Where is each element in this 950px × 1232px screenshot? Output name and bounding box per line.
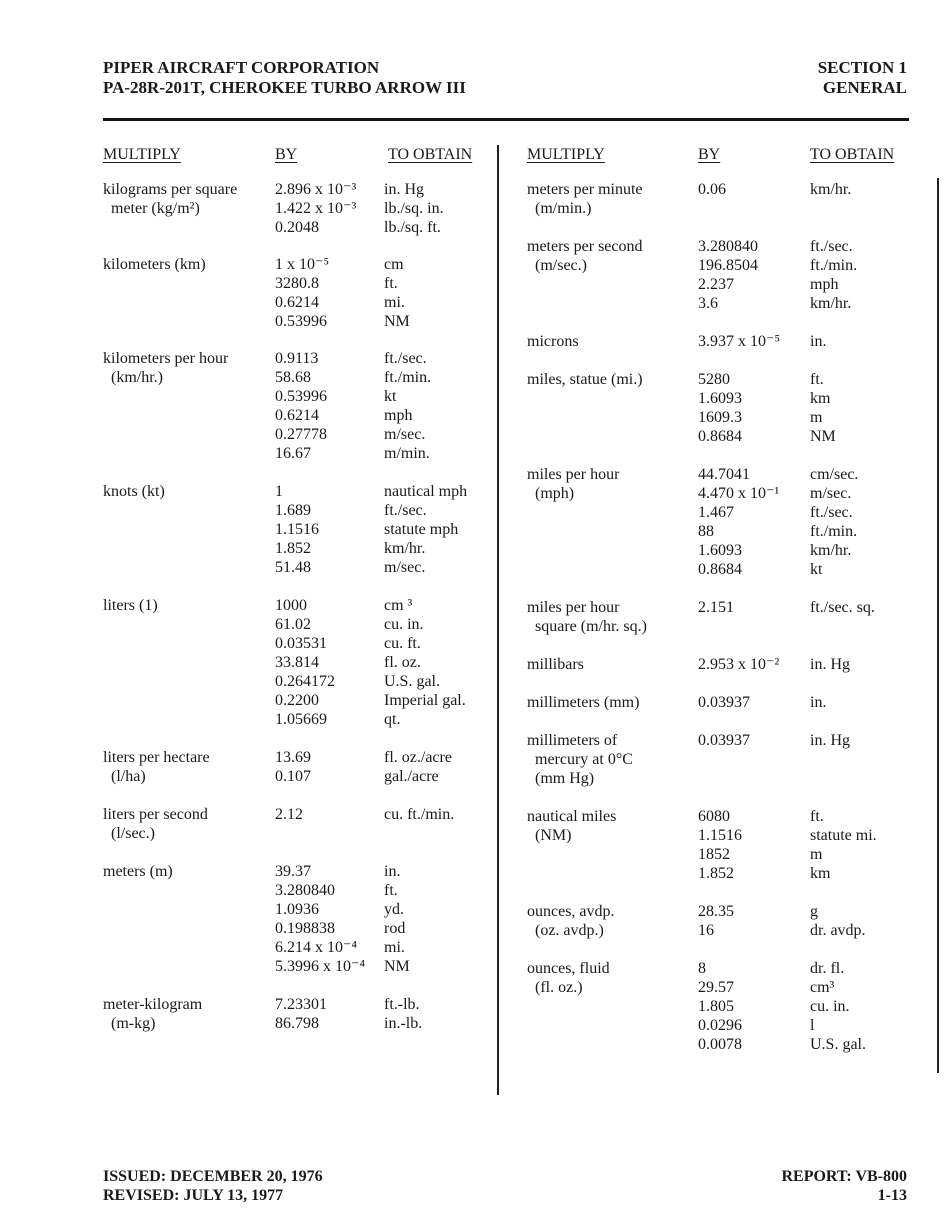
report-number: REPORT: VB-800 [781, 1168, 907, 1185]
conversion-entry [527, 237, 917, 313]
conversion-factor: 8 [698, 960, 706, 977]
result-unit: NM [810, 428, 836, 445]
unit-name: microns [527, 333, 579, 350]
result-unit: m/sec. [384, 559, 426, 576]
conversion-factor: 0.6214 [275, 294, 319, 311]
conversion-entry [527, 332, 917, 351]
result-unit: qt. [384, 711, 401, 728]
conversion-factor: 1 [275, 483, 283, 500]
conversion-factor: 0.53996 [275, 313, 327, 330]
conversion-factor: 6080 [698, 808, 730, 825]
conversion-factor-cell [698, 655, 779, 674]
revised-date: REVISED: JULY 13, 1977 [103, 1187, 284, 1204]
unit-name: (km/hr.) [103, 369, 163, 386]
result-unit-cell [384, 805, 454, 824]
result-unit-cell [810, 180, 851, 199]
result-unit: rod [384, 920, 406, 937]
result-unit-cell [810, 332, 826, 351]
result-unit: ft. [810, 371, 824, 388]
result-unit: U.S. gal. [810, 1036, 866, 1053]
result-unit: g [810, 903, 818, 920]
unit-name-cell [527, 693, 639, 712]
conversion-factor-cell [275, 349, 327, 463]
unit-name-cell [527, 598, 647, 636]
conversion-factor: 0.2048 [275, 219, 319, 236]
result-unit: m/min. [384, 445, 430, 462]
report-info [781, 1167, 907, 1205]
conversion-factor: 39.37 [275, 863, 311, 880]
conversion-factor-cell [698, 807, 742, 883]
unit-name: meters (m) [103, 863, 173, 880]
result-unit: ft./min. [810, 257, 858, 274]
result-unit: in. Hg [810, 732, 850, 749]
unit-name: (fl. oz.) [527, 979, 583, 996]
result-unit: cu. in. [384, 616, 424, 633]
conversion-factor: 0.2200 [275, 692, 319, 709]
result-unit: in. [384, 863, 401, 880]
conversion-table-right [527, 146, 917, 1054]
result-unit: km [810, 865, 831, 882]
conversion-factor-cell [698, 465, 779, 579]
unit-name: knots (kt) [103, 483, 165, 500]
header-to-obtain: TO OBTAIN [388, 146, 473, 163]
conversion-entry [103, 349, 493, 463]
conversion-entry [103, 596, 493, 729]
unit-name: kilograms per square [103, 181, 238, 198]
unit-name-cell [527, 237, 643, 275]
unit-name: miles, statue (mi.) [527, 371, 643, 388]
result-unit: nautical mph [384, 483, 468, 500]
conversion-entry [527, 180, 917, 218]
result-unit-cell [810, 237, 857, 313]
result-unit: dr. fl. [810, 960, 845, 977]
header-multiply: MULTIPLY [527, 146, 605, 163]
company-name: PIPER AIRCRAFT CORPORATION [103, 58, 380, 77]
result-unit: fl. oz. [384, 654, 421, 671]
result-unit: ft. [384, 275, 398, 292]
result-unit: lb./sq. in. [384, 200, 444, 217]
result-unit: m [810, 846, 823, 863]
result-unit: ft. [810, 808, 824, 825]
unit-name-cell [103, 482, 165, 501]
conversion-factor: 4.470 x 10⁻¹ [698, 485, 780, 502]
result-unit: in. Hg [384, 181, 424, 198]
conversion-entry [527, 465, 917, 579]
unit-name: (m/sec.) [527, 257, 587, 274]
conversion-factor: 1 x 10⁻⁵ [275, 256, 330, 273]
unit-name-cell [527, 807, 616, 845]
result-unit: km/hr. [810, 542, 852, 559]
conversion-factor: 0.06 [698, 181, 726, 198]
conversion-factor: 13.69 [275, 749, 311, 766]
result-unit-cell [810, 655, 850, 674]
unit-name-cell [103, 995, 202, 1033]
conversion-factor: 196.8504 [698, 257, 758, 274]
conversion-factor: 2.896 x 10⁻³ [275, 181, 357, 198]
conversion-factor: 0.03531 [275, 635, 327, 652]
conversion-factor: 3280.8 [275, 275, 319, 292]
conversion-factor-cell [275, 862, 365, 976]
conversion-entry [103, 180, 493, 237]
conversion-factor: 1.1516 [698, 827, 742, 844]
result-unit: cu. ft. [384, 635, 421, 652]
aircraft-model: PA-28R-201T, CHEROKEE TURBO ARROW III [103, 78, 466, 97]
unit-name-cell [103, 180, 237, 218]
conversion-factor: 7.23301 [275, 996, 327, 1013]
header-by: BY [698, 146, 721, 163]
unit-name: kilometers (km) [103, 256, 206, 273]
result-unit: mi. [384, 294, 405, 311]
conversion-factor-cell [275, 805, 303, 824]
conversion-factor: 0.107 [275, 768, 311, 785]
result-unit: m/sec. [384, 426, 426, 443]
result-unit-cell [810, 959, 866, 1054]
page-edge-rule [937, 178, 939, 1073]
conversion-factor: 5280 [698, 371, 730, 388]
conversion-factor: 5.3996 x 10⁻⁴ [275, 958, 366, 975]
document-header-right [818, 58, 907, 98]
header-divider [103, 118, 909, 121]
unit-name: square (m/hr. sq.) [527, 618, 647, 635]
result-unit: km/hr. [384, 540, 426, 557]
unit-name: nautical miles [527, 808, 617, 825]
result-unit: m [810, 409, 823, 426]
column-headers-left [103, 146, 493, 180]
conversion-entry [103, 805, 493, 843]
result-unit: ft./sec. sq. [810, 599, 875, 616]
conversion-factor-cell [698, 902, 734, 940]
conversion-entry [527, 598, 917, 636]
column-headers-right [527, 146, 917, 180]
conversion-factor-cell [698, 370, 742, 446]
result-unit: ft./min. [810, 523, 858, 540]
conversion-factor: 16 [698, 922, 714, 939]
result-unit: Imperial gal. [384, 692, 466, 709]
result-unit: cu. in. [810, 998, 850, 1015]
conversion-factor-cell [275, 995, 327, 1033]
result-unit: U.S. gal. [384, 673, 440, 690]
conversion-entry [103, 482, 493, 577]
unit-name: millimeters of [527, 732, 618, 749]
unit-name: (NM) [527, 827, 572, 844]
result-unit: in.-lb. [384, 1015, 423, 1032]
conversion-factor: 1.689 [275, 502, 311, 519]
unit-name-cell [527, 902, 615, 940]
conversion-factor-cell [275, 180, 356, 237]
conversion-factor: 33.814 [275, 654, 319, 671]
conversion-factor: 0.198838 [275, 920, 335, 937]
conversion-factor: 0.9113 [275, 350, 319, 367]
result-unit: gal./acre [384, 768, 439, 785]
conversion-entry [527, 959, 917, 1054]
conversion-factor-cell [698, 237, 758, 313]
conversion-factor: 0.0078 [698, 1036, 742, 1053]
result-unit: cm/sec. [810, 466, 859, 483]
conversion-factor: 1.422 x 10⁻³ [275, 200, 357, 217]
conversion-factor: 3.937 x 10⁻⁵ [698, 333, 781, 350]
result-unit-cell [810, 902, 866, 940]
conversion-factor-cell [275, 482, 319, 577]
conversion-entry [103, 862, 493, 976]
header-multiply: MULTIPLY [103, 146, 181, 163]
result-unit: ft./sec. [810, 238, 853, 255]
result-unit: lb./sq. ft. [384, 219, 441, 236]
unit-name-cell [103, 805, 208, 843]
conversion-factor: 2.237 [698, 276, 734, 293]
conversion-factor: 88 [698, 523, 714, 540]
unit-name: meters per minute [527, 181, 643, 198]
column-divider [497, 145, 499, 1095]
conversion-factor: 0.6214 [275, 407, 319, 424]
conversion-entry [527, 693, 917, 712]
conversion-factor: 2.953 x 10⁻² [698, 656, 780, 673]
unit-name-cell [103, 255, 206, 274]
result-unit-cell [384, 180, 444, 237]
unit-name: meter (kg/m²) [103, 200, 200, 217]
conversion-factor: 1.05669 [275, 711, 327, 728]
result-unit-cell [810, 807, 877, 883]
section-number: SECTION 1 [817, 58, 907, 77]
unit-name: ounces, avdp. [527, 903, 615, 920]
result-unit: mph [810, 276, 839, 293]
result-unit: fl. oz./acre [384, 749, 452, 766]
unit-name-cell [527, 180, 643, 218]
conversion-factor-cell [698, 598, 734, 617]
conversion-factor: 1.6093 [698, 542, 742, 559]
result-unit: km/hr. [810, 295, 852, 312]
result-unit-cell [384, 748, 452, 786]
conversion-factor: 0.8684 [698, 561, 742, 578]
result-unit: cm ³ [384, 597, 413, 614]
header-by: BY [275, 146, 298, 163]
unit-name-cell [527, 332, 579, 351]
conversion-factor-cell [698, 332, 780, 351]
conversion-factor: 0.0296 [698, 1017, 742, 1034]
result-unit: in. Hg [810, 656, 850, 673]
conversion-factor: 1.1516 [275, 521, 319, 538]
unit-name-cell [527, 655, 584, 674]
result-unit-cell [810, 370, 836, 446]
unit-name: (mm Hg) [527, 770, 595, 787]
unit-name: meter-kilogram [103, 996, 203, 1013]
conversion-factor: 29.57 [698, 979, 734, 996]
conversion-factor: 1.6093 [698, 390, 742, 407]
conversion-factor: 0.03937 [698, 732, 750, 749]
unit-name-cell [527, 959, 610, 997]
unit-name: (mph) [527, 485, 575, 502]
conversion-factor-cell [275, 748, 311, 786]
result-unit: km [810, 390, 831, 407]
unit-name: millibars [527, 656, 584, 673]
result-unit: yd. [384, 901, 404, 918]
conversion-factor: 51.48 [275, 559, 311, 576]
issue-info [103, 1167, 323, 1205]
result-unit-cell [810, 731, 850, 750]
result-unit: mph [384, 407, 413, 424]
conversion-factor: 2.151 [698, 599, 734, 616]
conversion-factor: 6.214 x 10⁻⁴ [275, 939, 358, 956]
conversion-factor: 0.27778 [275, 426, 327, 443]
conversion-factor-cell [698, 180, 726, 199]
conversion-factor-cell [698, 693, 750, 712]
conversion-factor: 0.03937 [698, 694, 750, 711]
unit-name-cell [103, 748, 210, 786]
unit-name-cell [527, 370, 643, 389]
result-unit: ft./min. [384, 369, 432, 386]
result-unit: l [810, 1017, 815, 1034]
conversion-factor-cell [698, 959, 742, 1054]
result-unit: m/sec. [810, 485, 852, 502]
unit-name: liters (1) [103, 597, 158, 614]
conversion-entry [527, 370, 917, 446]
conversion-factor: 3.280840 [275, 882, 335, 899]
conversion-factor: 1.0936 [275, 901, 319, 918]
result-unit: statute mph [384, 521, 459, 538]
result-unit: ft./sec. [810, 504, 853, 521]
conversion-entry [103, 995, 493, 1033]
document-header-left [103, 58, 466, 98]
unit-name: millimeters (mm) [527, 694, 640, 711]
conversion-factor: 1609.3 [698, 409, 742, 426]
conversion-factor-cell [698, 731, 750, 750]
result-unit: cu. ft./min. [384, 806, 455, 823]
unit-name-cell [103, 596, 158, 615]
result-unit-cell [384, 862, 410, 976]
conversion-factor: 3.6 [698, 295, 718, 312]
result-unit: ft./sec. [384, 350, 427, 367]
result-unit: dr. avdp. [810, 922, 866, 939]
conversion-factor: 1.852 [698, 865, 734, 882]
result-unit: statute mi. [810, 827, 877, 844]
result-unit-cell [384, 482, 467, 577]
unit-name: liters per second [103, 806, 208, 823]
page-number: 1-13 [877, 1187, 907, 1204]
issued-date: ISSUED: DECEMBER 20, 1976 [103, 1168, 323, 1185]
conversion-factor: 28.35 [698, 903, 734, 920]
conversion-factor: 1.852 [275, 540, 311, 557]
result-unit-cell [810, 598, 875, 617]
conversion-factor: 0.264172 [275, 673, 335, 690]
conversion-factor: 0.53996 [275, 388, 327, 405]
conversion-entry [527, 902, 917, 940]
conversion-factor-cell [275, 596, 335, 729]
conversion-factor: 58.68 [275, 369, 311, 386]
unit-name-cell [103, 862, 173, 881]
result-unit: km/hr. [810, 181, 852, 198]
result-unit: in. [810, 694, 827, 711]
unit-name-cell [103, 349, 228, 387]
conversion-factor: 1852 [698, 846, 730, 863]
conversion-factor: 44.7041 [698, 466, 750, 483]
conversion-entry [103, 255, 493, 331]
result-unit: cm [384, 256, 404, 273]
conversion-entry [103, 748, 493, 786]
result-unit: cm³ [810, 979, 835, 996]
conversion-entry [527, 655, 917, 674]
result-unit: kt [810, 561, 823, 578]
conversion-factor: 61.02 [275, 616, 311, 633]
result-unit: NM [384, 313, 410, 330]
result-unit-cell [810, 693, 826, 712]
unit-name: miles per hour [527, 599, 620, 616]
result-unit: mi. [384, 939, 405, 956]
result-unit-cell [384, 255, 410, 331]
result-unit-cell [810, 465, 858, 579]
conversion-factor: 3.280840 [698, 238, 758, 255]
section-title: GENERAL [822, 78, 907, 97]
unit-name: meters per second [527, 238, 643, 255]
conversion-factor: 1.805 [698, 998, 734, 1015]
unit-name: kilometers per hour [103, 350, 229, 367]
conversion-factor: 1.467 [698, 504, 734, 521]
result-unit: kt [384, 388, 397, 405]
unit-name: liters per hectare [103, 749, 210, 766]
conversion-entry [527, 731, 917, 788]
conversion-factor: 1000 [275, 597, 307, 614]
conversion-factor: 0.8684 [698, 428, 742, 445]
conversion-entry [527, 807, 917, 883]
conversion-table-left [103, 146, 493, 1033]
unit-name-cell [527, 465, 619, 503]
unit-name: ounces, fluid [527, 960, 610, 977]
result-unit: NM [384, 958, 410, 975]
result-unit-cell [384, 349, 431, 463]
unit-name: (l/sec.) [103, 825, 155, 842]
result-unit: ft./sec. [384, 502, 427, 519]
header-to-obtain: TO OBTAIN [810, 146, 895, 163]
unit-name-cell [527, 731, 633, 788]
unit-name: miles per hour [527, 466, 620, 483]
unit-name: mercury at 0°C [527, 751, 633, 768]
result-unit-cell [384, 596, 466, 729]
conversion-factor-cell [275, 255, 329, 331]
conversion-factor: 16.67 [275, 445, 311, 462]
result-unit: ft.-lb. [384, 996, 420, 1013]
unit-name: (oz. avdp.) [527, 922, 604, 939]
result-unit: ft. [384, 882, 398, 899]
unit-name: (m-kg) [103, 1015, 156, 1032]
result-unit-cell [384, 995, 422, 1033]
result-unit: in. [810, 333, 827, 350]
conversion-factor: 86.798 [275, 1015, 319, 1032]
conversion-factor: 2.12 [275, 806, 303, 823]
unit-name: (l/ha) [103, 768, 146, 785]
unit-name: (m/min.) [527, 200, 592, 217]
